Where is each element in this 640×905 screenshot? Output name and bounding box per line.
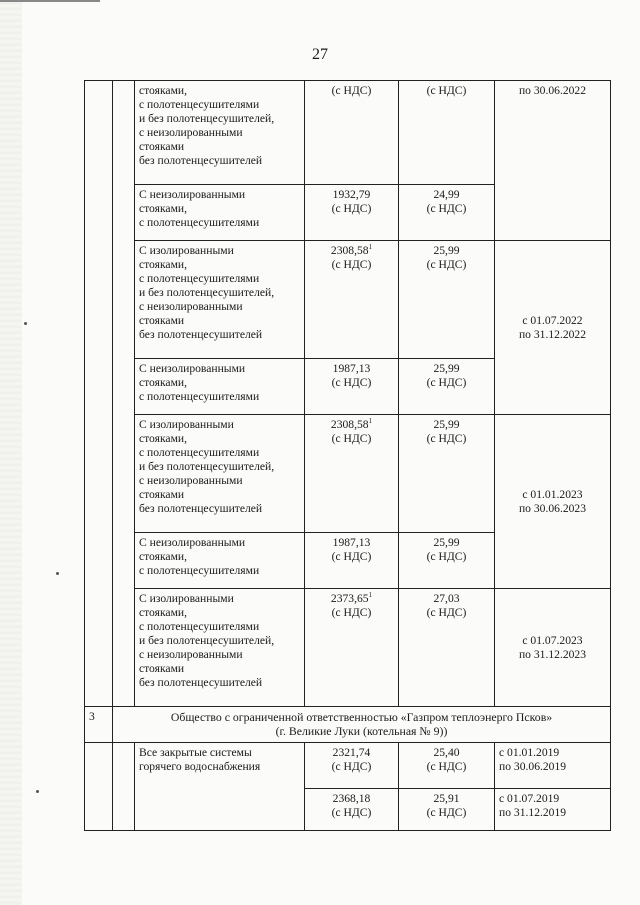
text-line: 2321,74 (332, 746, 371, 759)
description-cell (135, 359, 305, 415)
text-line: 24,99 (433, 188, 460, 201)
text-line: с 01.07.2022 (522, 314, 583, 327)
tariff-table (84, 80, 611, 831)
tariff-value: 2373,65 (330, 592, 369, 605)
text-line: с полотенцесушителями (139, 390, 260, 403)
text-line: С изолированными (139, 244, 234, 257)
scan-speck (36, 790, 39, 793)
tariff-value: 2308,58 (330, 244, 369, 257)
description-cell (135, 241, 305, 359)
description-cell (135, 589, 305, 707)
row-number-cell (85, 743, 113, 831)
tariff-2-cell (399, 415, 495, 533)
tariff-1-cell (305, 185, 399, 241)
period-cell (495, 241, 611, 415)
organization-location: (г. Великие Луки (котельная № 9)) (275, 724, 448, 738)
table-row (85, 589, 611, 707)
text-line: по 31.12.2023 (518, 648, 587, 661)
row-number-cell (85, 81, 113, 707)
text-line: без полотенцесушителей (139, 502, 263, 515)
text-line: стояками, (139, 376, 188, 389)
text-line: (с НДС) (331, 376, 372, 389)
text-line: (с НДС) (426, 550, 467, 563)
tariff-2-cell (399, 241, 495, 359)
text-line: стояками, (139, 606, 188, 619)
text-line: с неизолированными (139, 474, 243, 487)
footnote-marker: 1 (368, 417, 373, 426)
blank-cell (113, 81, 135, 707)
text-line: 25,40 (433, 746, 460, 759)
period-cell (495, 81, 611, 241)
text-line: и без полотенцесушителей, (139, 460, 275, 473)
text-line: (с НДС) (331, 550, 372, 563)
text-line: без полотенцесушителей (139, 154, 263, 167)
tariff-1-cell (305, 359, 399, 415)
text-line: 25,91 (433, 792, 460, 805)
text-line: (с НДС) (426, 84, 467, 97)
text-line: с полотенцесушителями (139, 216, 260, 229)
text-line: с 01.07.2019 (499, 792, 560, 805)
description-cell (135, 415, 305, 533)
period-cell (495, 743, 611, 789)
text-line: (с НДС) (426, 432, 467, 445)
text-line: стояками (139, 140, 185, 153)
tariff-1-cell (305, 589, 399, 707)
description-cell (135, 185, 305, 241)
text-line: 1987,13 (332, 362, 371, 375)
description-cell (135, 533, 305, 589)
text-line: стояками, (139, 258, 188, 271)
tariff-1-cell (305, 789, 399, 831)
text-line: 25,99 (433, 536, 460, 549)
text-line: (с НДС) (331, 84, 372, 97)
tariff-value: 2308,58 (330, 418, 369, 431)
text-line: стояками, (139, 202, 188, 215)
text-line: с неизолированными (139, 648, 243, 661)
table-row (85, 743, 611, 789)
tariff-2-cell (399, 185, 495, 241)
text-line: без полотенцесушителей (139, 328, 263, 341)
text-line: с полотенцесушителями (139, 98, 260, 111)
text-line: С неизолированными (139, 536, 246, 549)
tariff-2-cell (399, 359, 495, 415)
period-cell (495, 415, 611, 589)
text-line: с 01.07.2023 (522, 634, 583, 647)
text-line: 25,99 (433, 244, 460, 257)
text-line: 25,99 (433, 418, 460, 431)
text-line: по 31.12.2019 (499, 806, 567, 819)
text-line: (с НДС) (426, 202, 467, 215)
table-row (85, 241, 611, 359)
text-line: стояками (139, 314, 185, 327)
footnote-marker: 1 (368, 591, 373, 600)
text-line: (с НДС) (331, 806, 372, 819)
text-line: С изолированными (139, 592, 234, 605)
text-line: стояками, (139, 432, 188, 445)
text-line: (с НДС) (331, 202, 372, 215)
tariff-2-cell (399, 789, 495, 831)
text-line: (с НДС) (426, 760, 467, 773)
description-cell (135, 81, 305, 185)
text-line: и без полотенцесушителей, (139, 634, 275, 647)
scan-edge-shading (0, 0, 22, 905)
text-line: С изолированными (139, 418, 234, 431)
tariff-1-cell (305, 743, 399, 789)
tariff-1-cell (305, 533, 399, 589)
text-line: (с НДС) (331, 760, 372, 773)
text-line: стояками (139, 488, 185, 501)
footnote-marker: 1 (368, 243, 373, 252)
tariff-1-cell (305, 415, 399, 533)
text-line: без полотенцесушителей (139, 676, 263, 689)
table-row (85, 81, 611, 185)
organization-name: Общество с ограниченной ответственностью «Газпром теплоэнерго Псков» (170, 710, 553, 724)
text-line: по 30.06.2023 (518, 502, 587, 515)
text-line: 1932,79 (332, 188, 371, 201)
text-line: с полотенцесушителями (139, 272, 260, 285)
text-line: 27,03 (433, 592, 460, 605)
tariff-1-cell (305, 81, 399, 185)
row-number-cell: 3 (85, 707, 113, 743)
text-line: (с НДС) (426, 806, 467, 819)
description-cell (135, 743, 305, 831)
text-line: С неизолированными (139, 188, 246, 201)
text-line: стояками, (139, 84, 188, 97)
vat-note: (с НДС) (331, 258, 372, 271)
text-line: по 30.06.2019 (499, 760, 567, 773)
text-line: с полотенцесушителями (139, 564, 260, 577)
text-line: (с НДС) (426, 258, 467, 271)
vat-note: (с НДС) (331, 606, 372, 619)
scan-speck (56, 572, 59, 575)
text-line: (с НДС) (426, 606, 467, 619)
text-line: и без полотенцесушителей, (139, 112, 275, 125)
tariff-1-cell (305, 241, 399, 359)
text-line: 2368,18 (332, 792, 371, 805)
period-cell (495, 789, 611, 831)
text-line: стояками (139, 662, 185, 675)
page-number: 27 (312, 46, 328, 63)
tariff-2-cell (399, 533, 495, 589)
text-line: с неизолированными (139, 126, 243, 139)
text-line: по 31.12.2022 (518, 328, 587, 341)
scan-speck (24, 322, 27, 325)
text-line: стояками, (139, 550, 188, 563)
tariff-2-cell (399, 81, 495, 185)
text-line: по 30.06.2022 (518, 84, 587, 97)
text-line: 1987,13 (332, 536, 371, 549)
text-line: и без полотенцесушителей, (139, 286, 275, 299)
period-cell (495, 589, 611, 707)
text-line: с полотенцесушителями (139, 620, 260, 633)
scan-corner-mark (0, 0, 100, 2)
table-row (85, 415, 611, 533)
blank-cell (113, 743, 135, 831)
text-line: с неизолированными (139, 300, 243, 313)
tariff-2-cell (399, 743, 495, 789)
text-line: с 01.01.2019 (499, 746, 560, 759)
vat-note: (с НДС) (331, 432, 372, 445)
text-line: 25,99 (433, 362, 460, 375)
text-line: (с НДС) (426, 376, 467, 389)
text-line: горячего водоснабжения (139, 760, 261, 773)
organization-title-cell (113, 707, 611, 743)
tariff-2-cell (399, 589, 495, 707)
text-line: Все закрытые системы (139, 746, 252, 759)
table-row (85, 707, 611, 743)
text-line: с 01.01.2023 (522, 488, 583, 501)
text-line: С неизолированными (139, 362, 246, 375)
text-line: с полотенцесушителями (139, 446, 260, 459)
